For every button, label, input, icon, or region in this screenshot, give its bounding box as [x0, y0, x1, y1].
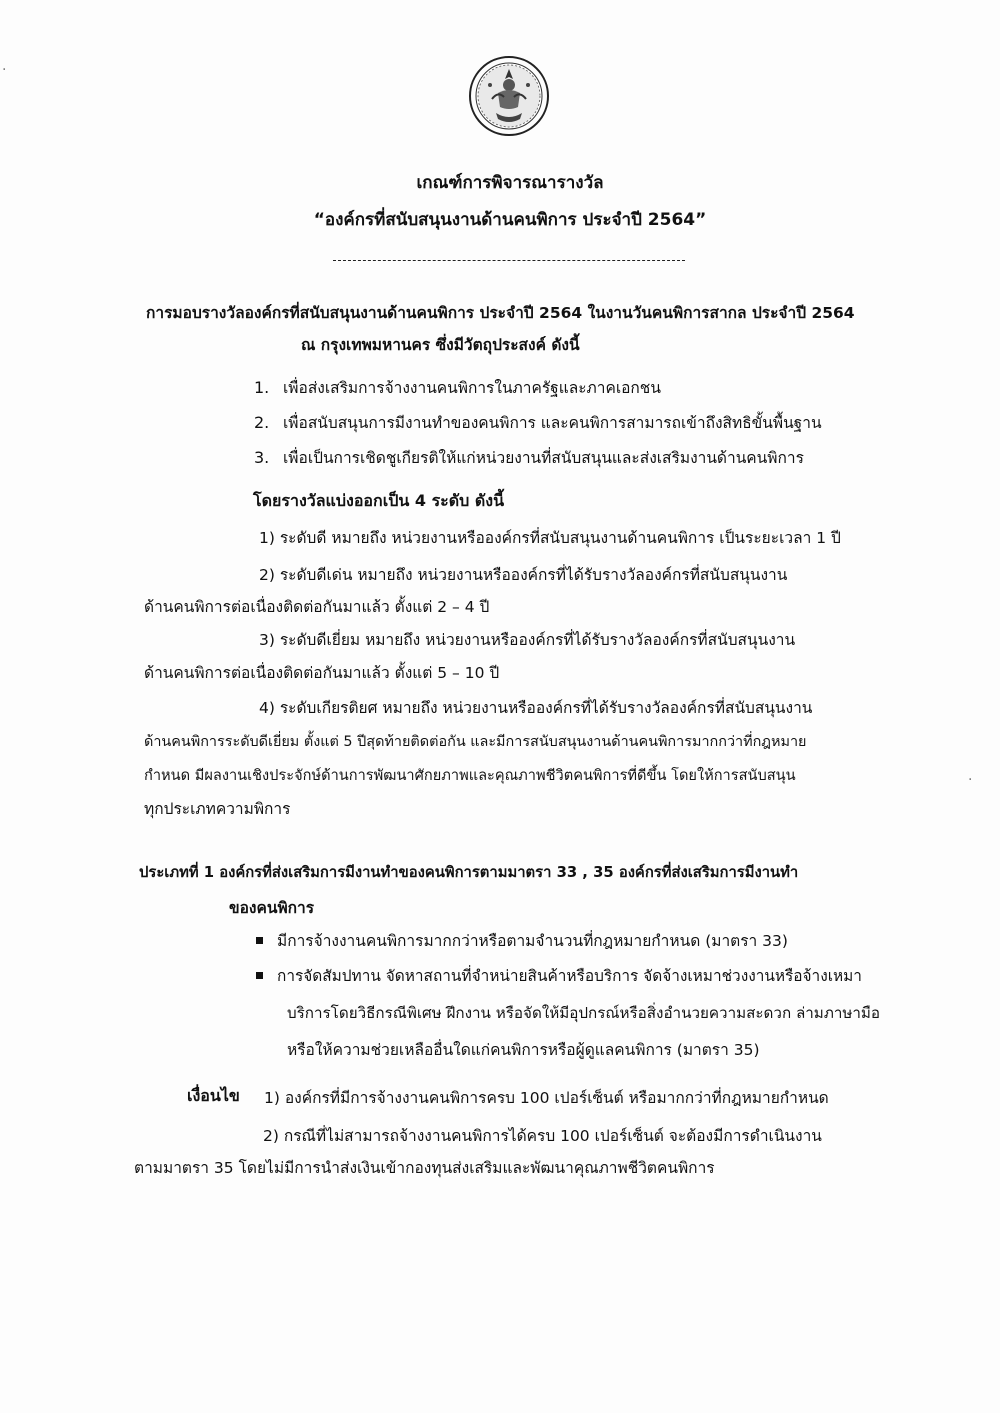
government-seal-icon	[468, 55, 550, 137]
conditions-label: เงื่อนไข	[187, 1086, 240, 1105]
level-4-text-cont: ทุกประเภทความพิการ	[144, 800, 291, 818]
category-1-bullet-1: มีการจ้างงานคนพิการมากกว่าหรือตามจำนวนที่กฎหมายกำหนด (มาตรา 33)	[277, 932, 788, 950]
objective-number: 1.	[254, 378, 270, 397]
category-1-heading: ประเภทที่ 1 องค์กรที่ส่งเสริมการมีงานทำของคนพิการตามมาตรา 33 , 35 องค์กรที่ส่งเสริมการมีงานทำ	[139, 864, 799, 881]
document-subtitle: “องค์กรที่สนับสนุนงานด้านคนพิการ ประจำปี 2564”	[313, 210, 707, 230]
condition-2-text: 2) กรณีที่ไม่สามารถจ้างงานคนพิการได้ครบ 100 เปอร์เซ็นต์ จะต้องมีการดำเนินงาน	[263, 1127, 822, 1145]
category-1-bullet-2-cont: หรือให้ความช่วยเหลืออื่นใดแก่คนพิการหรือผู้ดูแลคนพิการ (มาตรา 35)	[287, 1041, 760, 1059]
level-4-text-cont: ด้านคนพิการระดับดีเยี่ยม ตั้งแต่ 5 ปีสุดท้ายติดต่อกัน และมีการสนับสนุนงานด้านคนพิการมากกว่าที่กฎหมาย	[144, 734, 807, 750]
objective-text: เพื่อเป็นการเชิดชูเกียรติให้แก่หน่วยงานที่สนับสนุนและส่งเสริมงานด้านคนพิการ	[283, 449, 804, 467]
category-1-bullet-2-cont: บริการโดยวิธีกรณีพิเศษ ฝึกงาน หรือจัดให้มีอุปกรณ์หรือสิ่งอำนวยความสะดวก ล่ามภาษามือ	[287, 1004, 881, 1022]
levels-heading: โดยรางวัลแบ่งออกเป็น 4 ระดับ ดังนี้	[253, 491, 505, 510]
objective-number: 2.	[254, 413, 270, 432]
level-3-text-cont: ด้านคนพิการต่อเนื่องติดต่อกันมาแล้ว ตั้งแต่ 5 – 10 ปี	[144, 664, 500, 682]
document-title: เกณฑ์การพิจารณารางวัล	[416, 173, 604, 193]
square-bullet-icon	[256, 937, 263, 944]
category-1-bullet-2: การจัดสัมปทาน จัดหาสถานที่จำหน่ายสินค้าหรือบริการ จัดจ้างเหมาช่วงงานหรือจ้างเหมา	[277, 967, 862, 985]
objective-number: 3.	[254, 448, 270, 467]
level-4-text: 4) ระดับเกียรติยศ หมายถึง หน่วยงานหรือองค์กรที่ได้รับรางวัลองค์กรที่สนับสนุนงาน	[259, 699, 813, 717]
level-4-text-cont: กำหนด มีผลงานเชิงประจักษ์ด้านการพัฒนาศักยภาพและคุณภาพชีวิตคนพิการที่ดีขึ้น โดยให้การสนับสนุน	[144, 767, 796, 784]
title-divider	[333, 260, 685, 261]
objective-text: เพื่อสนับสนุนการมีงานทำของคนพิการ และคนพิการสามารถเข้าถึงสิทธิขั้นพื้นฐาน	[283, 414, 822, 432]
intro-line-1: การมอบรางวัลองค์กรที่สนับสนุนงานด้านคนพิการ ประจำปี 2564 ในงานวันคนพิการสากล ประจำปี 2564	[146, 304, 855, 322]
level-2-text-cont: ด้านคนพิการต่อเนื่องติดต่อกันมาแล้ว ตั้งแต่ 2 – 4 ปี	[144, 598, 490, 616]
condition-2-text-cont: ตามมาตรา 35 โดยไม่มีการนำส่งเงินเข้ากองทุนส่งเสริมและพัฒนาคุณภาพชีวิตคนพิการ	[134, 1159, 715, 1177]
level-1-text: 1) ระดับดี หมายถึง หน่วยงานหรือองค์กรที่สนับสนุนงานด้านคนพิการ เป็นระยะเวลา 1 ปี	[259, 529, 841, 547]
intro-line-2: ณ กรุงเทพมหานคร ซึ่งมีวัตถุประสงค์ ดังนี้	[301, 336, 580, 354]
category-1-heading-cont: ของคนพิการ	[229, 899, 315, 917]
level-2-text: 2) ระดับดีเด่น หมายถึง หน่วยงานหรือองค์กรที่ได้รับรางวัลองค์กรที่สนับสนุนงาน	[259, 566, 788, 584]
condition-1-text: 1) องค์กรที่มีการจ้างงานคนพิการครบ 100 เปอร์เซ็นต์ หรือมากกว่าที่กฎหมายกำหนด	[264, 1089, 829, 1107]
level-3-text: 3) ระดับดีเยี่ยม หมายถึง หน่วยงานหรือองค์กรที่ได้รับรางวัลองค์กรที่สนับสนุนงาน	[259, 631, 796, 649]
square-bullet-icon	[256, 972, 263, 979]
scan-mark: ·	[968, 772, 973, 788]
objective-text: เพื่อส่งเสริมการจ้างงานคนพิการในภาครัฐและภาคเอกชน	[283, 379, 661, 397]
scan-mark: ·	[2, 62, 7, 78]
